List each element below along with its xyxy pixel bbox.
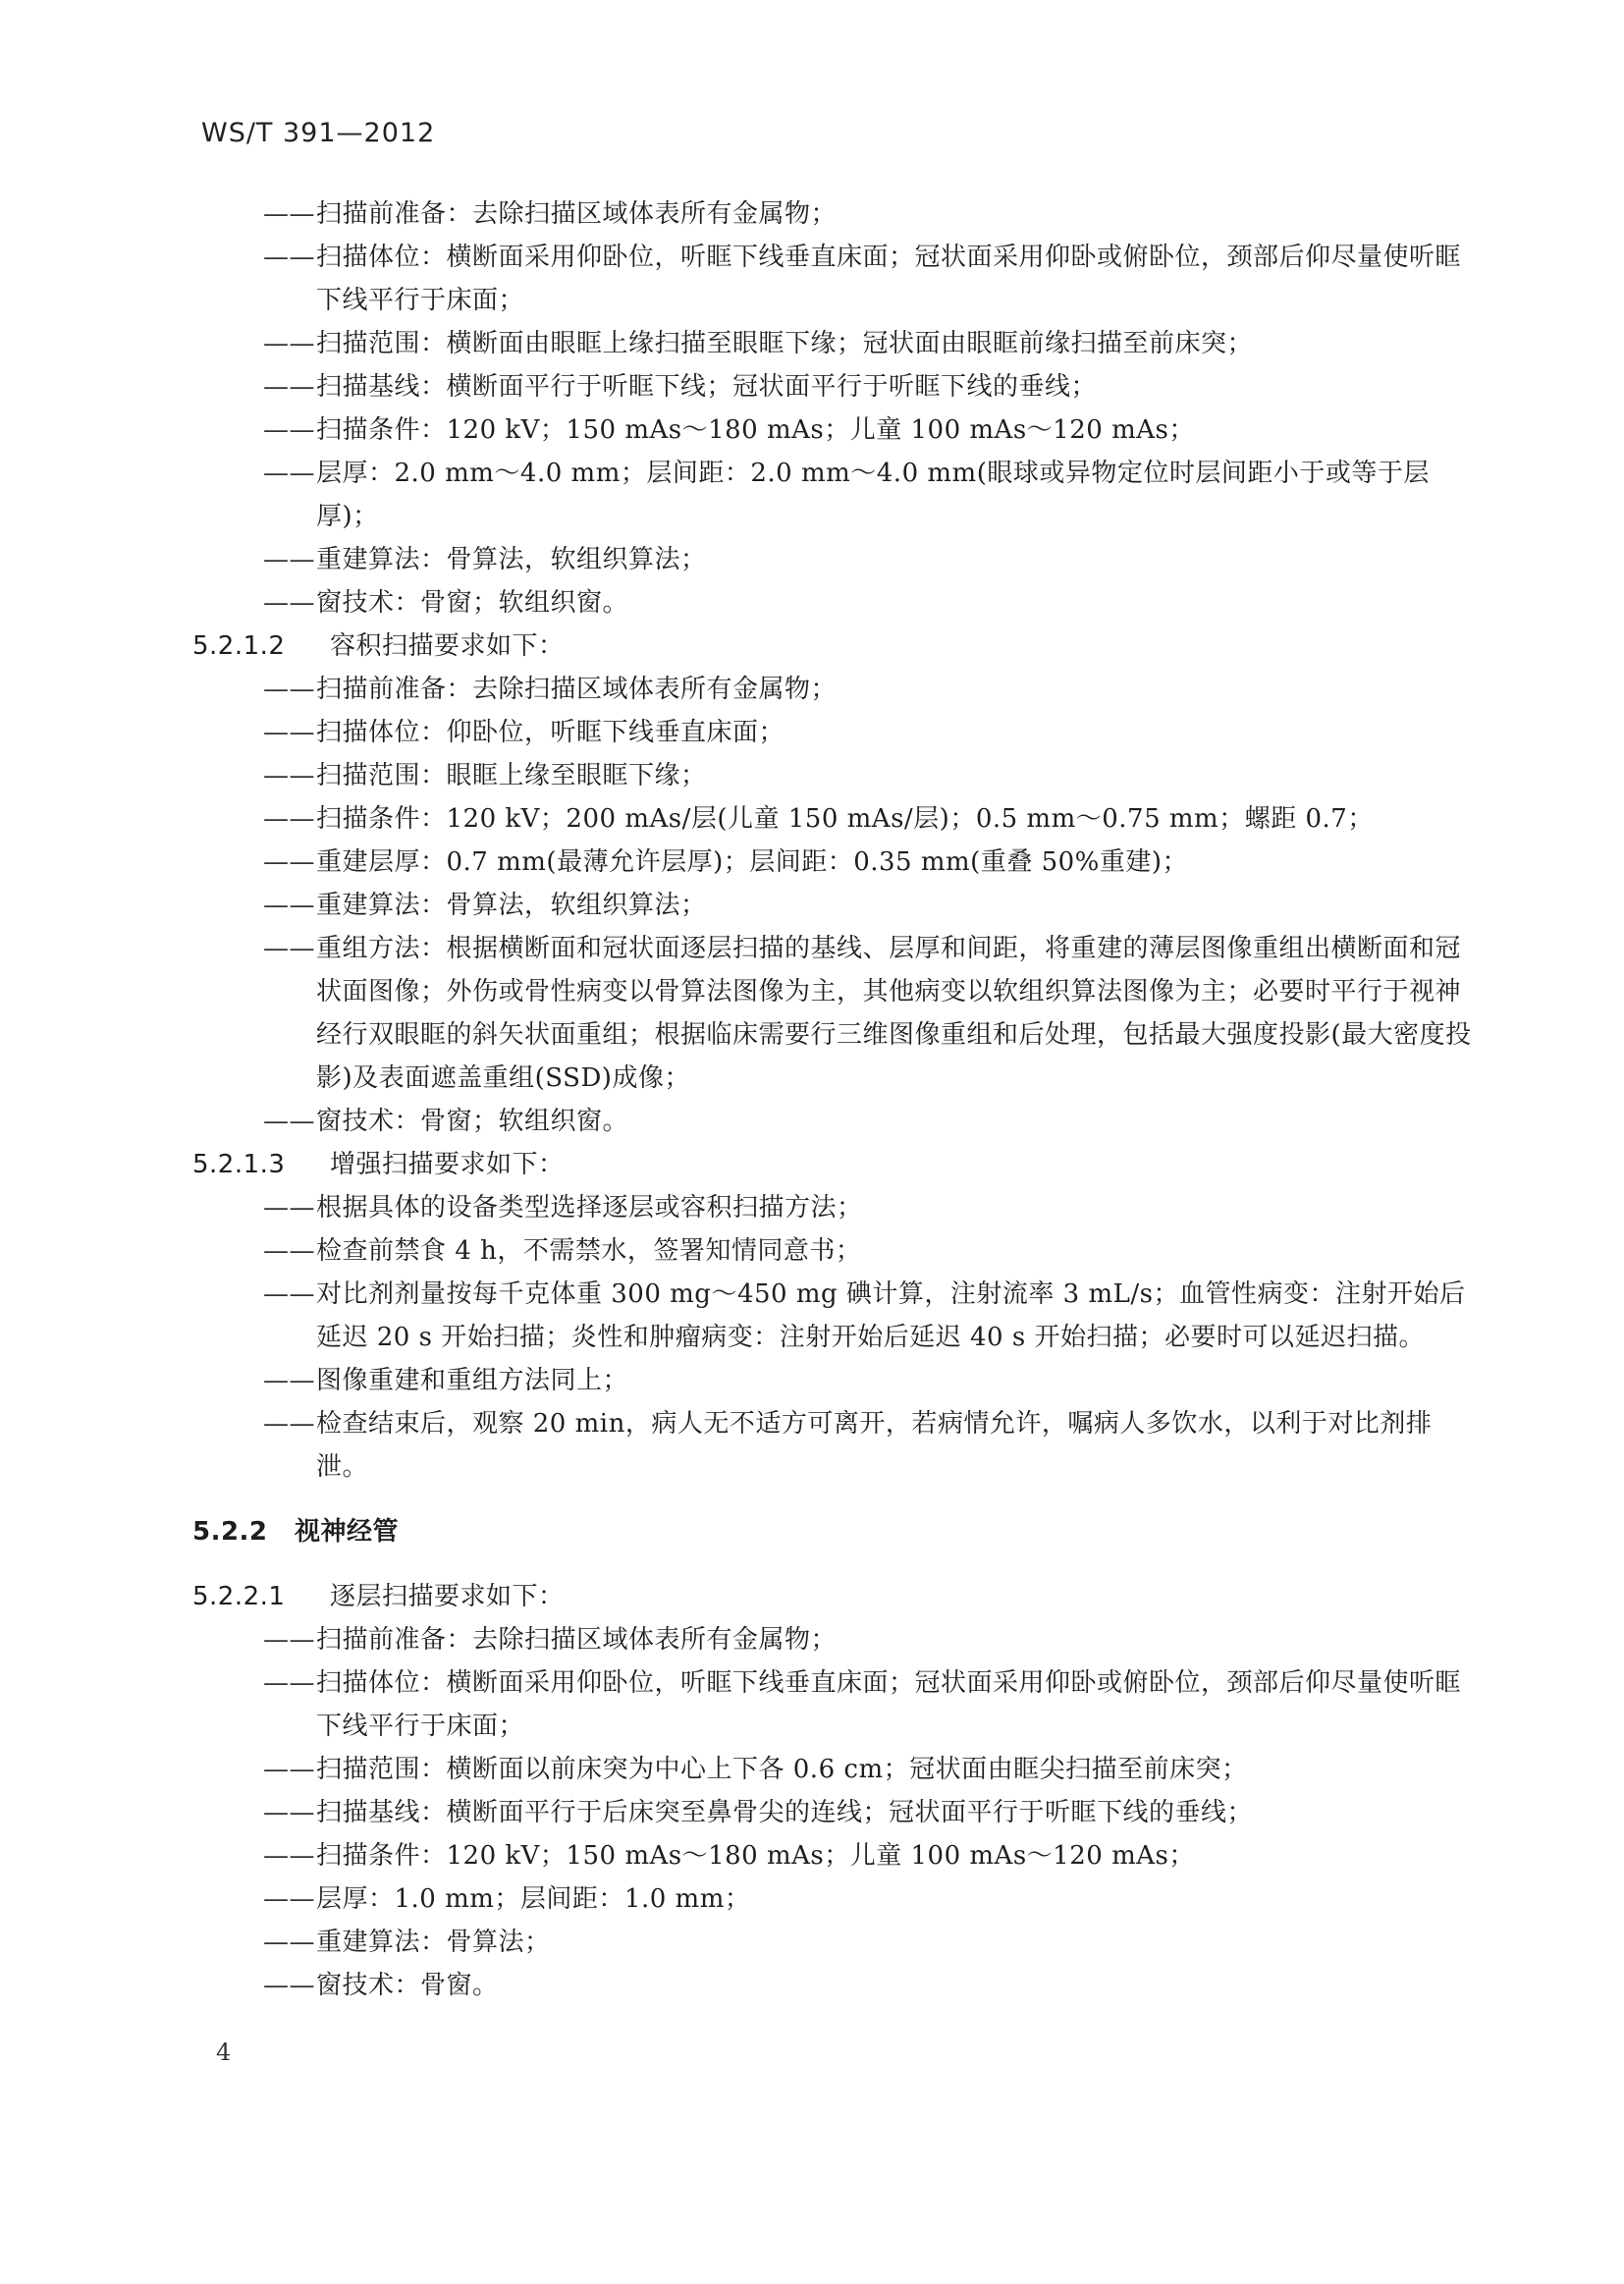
- list-item: [187, 1229, 1473, 1273]
- list-item: [187, 797, 1473, 841]
- list-item: [187, 192, 1473, 236]
- list-item: [187, 711, 1473, 754]
- list-dash: ——: [263, 718, 315, 747]
- list-item-text: 重建层厚：0.7 mm(最薄允许层厚)；层间距：0.35 mm(重叠 50%重建)；: [316, 847, 1189, 877]
- list-item: [187, 1186, 1473, 1229]
- list-item-text: 扫描基线：横断面平行于听眶下线；冠状面平行于听眶下线的垂线；: [316, 372, 1098, 402]
- list-dash: ——: [263, 1193, 315, 1223]
- list-dash: ——: [263, 1841, 315, 1871]
- list-item: [187, 236, 1473, 322]
- clause-number: 5.2.1.3: [192, 1150, 286, 1179]
- list-item-text: 扫描基线：横断面平行于后床突至鼻骨尖的连线；冠状面平行于听眶下线的垂线；: [316, 1798, 1254, 1827]
- list-item: [187, 668, 1473, 711]
- clause-number: 5.2.1.2: [192, 631, 286, 661]
- list-item-text: 重建算法：骨算法，软组织算法；: [316, 891, 707, 920]
- list-dash: ——: [263, 1928, 315, 1957]
- clause-title: 增强扫描要求如下：: [330, 1150, 565, 1179]
- list-item: [187, 1791, 1473, 1834]
- list-item: [187, 408, 1473, 452]
- list-item: [187, 841, 1473, 884]
- list-item-text: 扫描前准备：去除扫描区域体表所有金属物；: [316, 1625, 838, 1655]
- list-dash: ——: [263, 1668, 315, 1698]
- list-item: [187, 754, 1473, 797]
- subsection-heading: [187, 1510, 1473, 1553]
- list-item-text: 扫描条件：120 kV；150 mAs～180 mAs；儿童 100 mAs～120 mAs；: [316, 1841, 1195, 1871]
- list-item: [187, 365, 1473, 408]
- list-item-text: 检查前禁食 4 h，不需禁水，签署知情同意书；: [316, 1236, 862, 1266]
- list-item: [187, 1273, 1473, 1359]
- list-item-text: 扫描条件：120 kV；200 mAs/层(儿童 150 mAs/层)；0.5 mm～0.75 mm；螺距 0.7；: [316, 804, 1374, 834]
- list-dash: ——: [263, 1625, 315, 1655]
- list-item-text: 检查结束后，观察 20 min，病人无不适方可离开，若病情允许，嘱病人多饮水，以利于对比剂排泄。: [316, 1409, 1433, 1482]
- clause-heading: [187, 625, 1473, 668]
- list-item: [187, 884, 1473, 927]
- list-item-text: 重建算法：骨算法，软组织算法；: [316, 545, 707, 574]
- list-dash: ——: [263, 415, 315, 445]
- list-item: [187, 452, 1473, 538]
- list-item: [187, 1661, 1473, 1748]
- list-item-text: 扫描前准备：去除扫描区域体表所有金属物；: [316, 199, 838, 229]
- list-dash: ——: [263, 372, 315, 402]
- list-dash: ——: [263, 545, 315, 574]
- list-item: [187, 1921, 1473, 1964]
- list-item: [187, 1748, 1473, 1791]
- list-item: [187, 581, 1473, 625]
- list-dash: ——: [263, 1755, 315, 1784]
- list-item-text: 图像重建和重组方法同上；: [316, 1366, 629, 1395]
- clause-number: 5.2.2: [192, 1517, 268, 1547]
- list-item-text: 扫描体位：横断面采用仰卧位，听眶下线垂直床面；冠状面采用仰卧或俯卧位，颈部后仰尽量使听眶下线平行于床面；: [316, 1668, 1462, 1741]
- list-dash: ——: [263, 934, 315, 963]
- clause-heading: [187, 1575, 1473, 1618]
- list-item-text: 扫描范围：眼眶上缘至眼眶下缘；: [316, 761, 707, 790]
- list-item-text: 重组方法：根据横断面和冠状面逐层扫描的基线、层厚和间距，将重建的薄层图像重组出横断面和冠状面图像；外伤或骨性病变以骨算法图像为主，其他病变以软组织算法图像为主；必要时平行于视神经行双眼眶的斜矢状面重组；根据临床需要行三维图像重组和后处理，包括最大强度投影(最大密度投影)及表面遮盖重组(SSD)成像；: [316, 934, 1472, 1093]
- list-dash: ——: [263, 1107, 315, 1136]
- clause-heading: [187, 1143, 1473, 1186]
- list-item-text: 扫描体位：仰卧位，听眶下线垂直床面；: [316, 718, 785, 747]
- list-dash: ——: [263, 1884, 315, 1914]
- list-dash: ——: [263, 243, 315, 272]
- list-item: [187, 1402, 1473, 1489]
- list-dash: ——: [263, 588, 315, 618]
- list-item-text: 扫描体位：横断面采用仰卧位，听眶下线垂直床面；冠状面采用仰卧或俯卧位，颈部后仰尽量使听眶下线平行于床面；: [316, 243, 1462, 315]
- list-item-text: 窗技术：骨窗。: [316, 1971, 499, 2000]
- list-item-text: 扫描范围：横断面以前床突为中心上下各 0.6 cm；冠状面由眶尖扫描至前床突；: [316, 1755, 1248, 1784]
- list-item-text: 层厚：1.0 mm；层间距：1.0 mm；: [316, 1884, 751, 1914]
- list-item-text: 窗技术：骨窗；软组织窗。: [316, 588, 629, 618]
- list-item: [187, 1877, 1473, 1921]
- list-dash: ——: [263, 1971, 315, 2000]
- list-item: [187, 322, 1473, 365]
- clause-title: 逐层扫描要求如下：: [330, 1582, 565, 1611]
- clause-number: 5.2.2.1: [192, 1582, 286, 1611]
- list-item-text: 扫描范围：横断面由眼眶上缘扫描至眼眶下缘；冠状面由眼眶前缘扫描至前床突；: [316, 329, 1254, 358]
- list-dash: ——: [263, 1279, 315, 1309]
- list-dash: ——: [263, 329, 315, 358]
- document-standard-number: WS/T 391—2012: [201, 118, 436, 148]
- list-dash: ——: [263, 1409, 315, 1439]
- list-item-text: 重建算法：骨算法；: [316, 1928, 551, 1957]
- list-dash: ——: [263, 675, 315, 704]
- clause-title: 视神经管: [295, 1517, 400, 1547]
- list-item-text: 扫描前准备：去除扫描区域体表所有金属物；: [316, 675, 838, 704]
- list-dash: ——: [263, 804, 315, 834]
- document-body: [187, 192, 1473, 2007]
- list-dash: ——: [263, 761, 315, 790]
- list-dash: ——: [263, 1366, 315, 1395]
- clause-title: 容积扫描要求如下：: [330, 631, 565, 661]
- list-item-text: 层厚：2.0 mm～4.0 mm；层间距：2.0 mm～4.0 mm(眼球或异物定位时层间距小于或等于层厚)；: [316, 459, 1430, 531]
- list-item: [187, 927, 1473, 1100]
- list-item: [187, 538, 1473, 581]
- list-dash: ——: [263, 1236, 315, 1266]
- list-item-text: 对比剂剂量按每千克体重 300 mg～450 mg 碘计算，注射流率 3 mL/s；血管性病变：注射开始后延迟 20 s 开始扫描；炎性和肿瘤病变：注射开始后延迟 40 s 开始扫描；必要时可以延迟扫描。: [316, 1279, 1466, 1352]
- list-item: [187, 1359, 1473, 1402]
- page-number: 4: [216, 2039, 232, 2066]
- list-item: [187, 1100, 1473, 1143]
- list-item: [187, 1618, 1473, 1661]
- list-dash: ——: [263, 891, 315, 920]
- list-item: [187, 1834, 1473, 1877]
- list-item: [187, 1964, 1473, 2007]
- list-item-text: 根据具体的设备类型选择逐层或容积扫描方法；: [316, 1193, 863, 1223]
- list-dash: ——: [263, 199, 315, 229]
- list-item-text: 窗技术：骨窗；软组织窗。: [316, 1107, 629, 1136]
- list-dash: ——: [263, 847, 315, 877]
- list-item-text: 扫描条件：120 kV；150 mAs～180 mAs；儿童 100 mAs～120 mAs；: [316, 415, 1195, 445]
- list-dash: ——: [263, 1798, 315, 1827]
- list-dash: ——: [263, 459, 315, 488]
